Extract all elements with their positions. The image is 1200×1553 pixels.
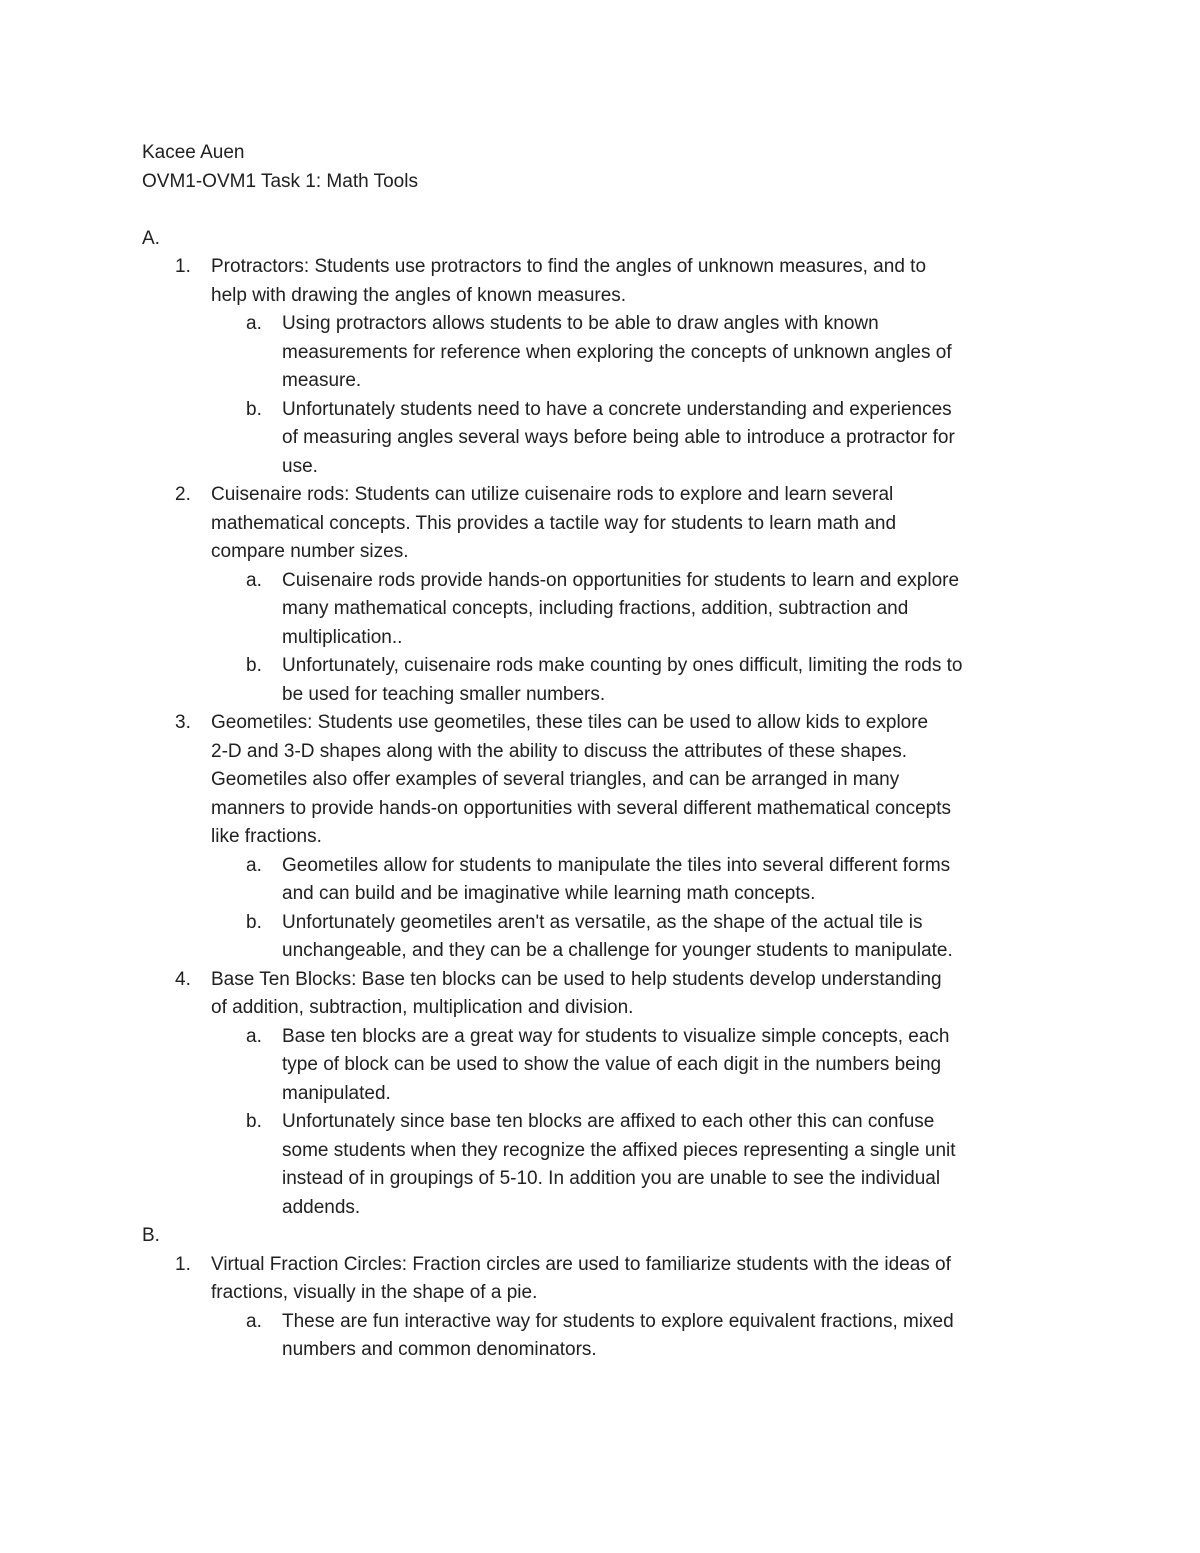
text-line: like fractions. [211, 826, 322, 847]
sub-list-item-text [282, 1108, 1057, 1222]
sub-list-item-text [282, 567, 1057, 653]
list-item [142, 481, 1072, 567]
list-number: 1. [175, 256, 191, 277]
sub-list-item [142, 1108, 1072, 1222]
text-line: manipulated. [282, 1082, 391, 1104]
text-line: 2-D and 3-D shapes along with the ability to discuss the attributes of these shapes. [211, 740, 908, 762]
list-number: 4. [175, 968, 191, 990]
text-line: multiplication.. [282, 626, 403, 648]
text-line: numbers and common denominators. [282, 1339, 597, 1360]
sub-list-item-text [282, 310, 1057, 396]
sub-list-item-text [282, 652, 1057, 709]
sub-list-item [142, 396, 1072, 482]
sub-list-item [142, 1308, 1072, 1365]
text-line: Unfortunately students need to have a concrete understanding and experiences [282, 398, 952, 420]
sub-list-item [142, 909, 1072, 966]
sub-list-letter: a. [246, 569, 262, 591]
text-line: Geometiles also offer examples of several triangles, and can be arranged in many [211, 769, 900, 790]
list-item-text [211, 966, 1061, 1023]
text-line: use. [282, 455, 318, 477]
list-item-text [211, 1251, 1061, 1308]
text-line: many mathematical concepts, including fractions, addition, subtraction and [282, 598, 909, 619]
list-item [142, 1251, 1072, 1308]
sub-list-letter: a. [246, 1025, 262, 1047]
text-line: instead of in groupings of 5-10. In addition you are unable to see the individual [282, 1168, 941, 1189]
section-a [142, 225, 1072, 1223]
sub-list-item [142, 567, 1072, 653]
text-line: Using protractors allows students to be able to draw angles with known [282, 313, 879, 334]
text-line: manners to provide hands-on opportunities with several different mathematical concepts [211, 797, 951, 819]
text-line: Unfortunately since base ten blocks are affixed to each other this can confuse [282, 1111, 935, 1132]
text-line: Geometiles: Students use geometiles, these tiles can be used to allow kids to explore [211, 712, 929, 733]
section-letter: A. [142, 227, 160, 249]
list-item [142, 966, 1072, 1023]
text-line: Base ten blocks are a great way for students to visualize simple concepts, each [282, 1025, 950, 1047]
text-line: Base Ten Blocks: Base ten blocks can be used to help students develop understanding [211, 968, 942, 990]
text-line: type of block can be used to show the value of each digit in the numbers being [282, 1054, 942, 1075]
blank-line [142, 196, 1072, 225]
sub-list-item [142, 852, 1072, 909]
text-line: Cuisenaire rods: Students can utilize cuisenaire rods to explore and learn several [211, 484, 894, 505]
list-item [142, 253, 1072, 310]
text-line: Unfortunately geometiles aren't as versatile, as the shape of the actual tile is [282, 911, 923, 933]
sub-list-letter: a. [246, 854, 262, 876]
text-line: unchangeable, and they can be a challenge for younger students to manipulate. [282, 940, 953, 961]
sub-list-item-text [282, 909, 1057, 966]
text-line: Protractors: Students use protractors to find the angles of unknown measures, and to [211, 256, 927, 277]
sub-list-letter: a. [246, 313, 262, 334]
sub-list-letter: b. [246, 1111, 262, 1132]
list-number: 3. [175, 712, 191, 733]
list-item-text [211, 481, 1061, 567]
sub-list-item [142, 1023, 1072, 1109]
sub-list-item [142, 652, 1072, 709]
list-item-text [211, 253, 1061, 310]
text-line: and can build and be imaginative while learning math concepts. [282, 883, 816, 904]
text-line: measure. [282, 370, 362, 391]
text-line: fractions, visually in the shape of a pie. [211, 1282, 538, 1303]
document-title: OVM1-OVM1 Task 1: Math Tools [142, 170, 418, 192]
text-line: some students when they recognize the affixed pieces representing a single unit [282, 1139, 956, 1161]
text-line: addends. [282, 1196, 361, 1218]
sub-list-item-text [282, 396, 1057, 482]
sub-list-letter: b. [246, 398, 262, 420]
text-line: These are fun interactive way for students to explore equivalent fractions, mixed [282, 1310, 954, 1332]
list-item-text [211, 709, 1061, 852]
sub-list-item [142, 310, 1072, 396]
sub-list-item-text [282, 852, 1057, 909]
sub-list-letter: b. [246, 911, 262, 933]
document-page [142, 139, 1072, 1365]
list-item [142, 709, 1072, 852]
text-line: Geometiles allow for students to manipulate the tiles into several different forms [282, 854, 951, 876]
text-line: compare number sizes. [211, 541, 409, 562]
text-line: Cuisenaire rods provide hands-on opportunities for students to learn and explore [282, 569, 960, 591]
sub-list-item-text [282, 1023, 1057, 1109]
text-line: of measuring angles several ways before being able to introduce a protractor for [282, 427, 955, 448]
list-number: 1. [175, 1253, 191, 1275]
section-letter: B. [142, 1225, 160, 1246]
text-line: Virtual Fraction Circles: Fraction circles are used to familiarize students with the ideas of [211, 1253, 951, 1275]
list-number: 2. [175, 484, 191, 505]
author-name: Kacee Auen [142, 142, 245, 163]
text-line: mathematical concepts. This provides a tactile way for students to learn math and [211, 512, 897, 534]
sub-list-letter: a. [246, 1310, 262, 1332]
text-line: be used for teaching smaller numbers. [282, 683, 606, 705]
text-line: Unfortunately, cuisenaire rods make counting by ones difficult, limiting the rods to [282, 655, 963, 676]
section-b [142, 1222, 1072, 1365]
sub-list-letter: b. [246, 655, 262, 676]
text-line: help with drawing the angles of known measures. [211, 284, 627, 306]
text-line: measurements for reference when exploring the concepts of unknown angles of [282, 341, 952, 363]
text-line: of addition, subtraction, multiplication and division. [211, 997, 634, 1018]
document-body [142, 225, 1072, 1365]
sub-list-item-text [282, 1308, 1057, 1365]
